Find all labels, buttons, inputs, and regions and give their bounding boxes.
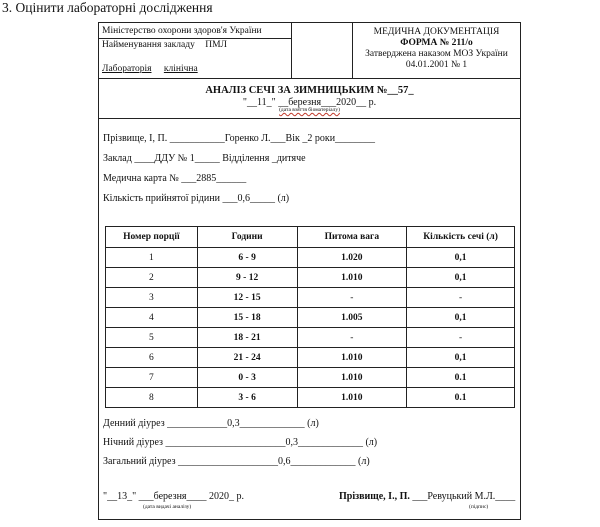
approved-date: 04.01.2001 № 1 <box>405 60 468 70</box>
table-row <box>106 368 515 388</box>
table-row <box>106 248 515 268</box>
facility-line: Заклад ____ДДУ № 1_____ Відділення _дитяче <box>103 153 306 164</box>
lab-label: Лабораторія <box>102 64 152 74</box>
hours-cell: 21 - 24 <box>197 348 297 368</box>
col-header-urine-volume: Кількість сечі (л) <box>407 227 515 248</box>
hours-cell: 18 - 21 <box>197 328 297 348</box>
gravity-cell: - <box>297 328 407 348</box>
issue-date: "__13_" ___березня____ 2020_ р. <box>103 491 245 502</box>
volume-cell: 0,1 <box>407 268 515 288</box>
signature-value: ___Ревуцький М.Л.____ <box>412 491 516 502</box>
gravity-cell: 1.010 <box>297 388 407 408</box>
table-header-row <box>106 227 515 248</box>
institution-block <box>99 23 292 79</box>
medical-form <box>98 22 521 520</box>
lab-row <box>99 64 292 77</box>
signature-label: Прізвище, І., П. <box>339 491 410 502</box>
volume-cell: 0.1 <box>407 368 515 388</box>
gravity-cell: 1.005 <box>297 308 407 328</box>
hours-cell: 0 - 3 <box>197 368 297 388</box>
form-info-block <box>352 23 520 79</box>
col-header-specific-gravity: Питома вага <box>297 227 407 248</box>
institution-label: Найменування закладу <box>102 40 195 50</box>
table-row <box>106 388 515 408</box>
portion-cell: 2 <box>106 268 198 288</box>
portion-cell: 7 <box>106 368 198 388</box>
sample-date: "__11_" __березня___2020__ р. <box>242 97 377 108</box>
volume-cell: 0,1 <box>407 308 515 328</box>
table-row <box>106 288 515 308</box>
portion-cell: 1 <box>106 248 198 268</box>
volume-cell: 0.1 <box>407 388 515 408</box>
portion-cell: 6 <box>106 348 198 368</box>
fluid-intake-line: Кількість прийнятої рідини ___0,6_____ (л) <box>103 193 290 204</box>
task-heading: 3. Оцінити лабораторні дослідження <box>2 0 213 15</box>
hours-cell: 9 - 12 <box>197 268 297 288</box>
volume-cell: 0,1 <box>407 348 515 368</box>
table-row <box>106 328 515 348</box>
gravity-cell: - <box>297 288 407 308</box>
hours-cell: 3 - 6 <box>197 388 297 408</box>
institution-value: ПМЛ <box>205 40 227 50</box>
patient-name-line: Прізвище, І, П. ___________Горенко Л.___Вік _2 роки________ <box>103 133 376 144</box>
portion-cell: 5 <box>106 328 198 348</box>
volume-cell: 0,1 <box>407 248 515 268</box>
sample-date-caption: (дата взяття біоматеріалу) <box>279 107 340 113</box>
zimnitsky-table <box>105 226 515 408</box>
gravity-cell: 1.010 <box>297 348 407 368</box>
approved-line: Затверджена наказом МОЗ України <box>365 49 508 59</box>
ministry-label: Міністерство охорони здоров'я України <box>99 26 292 39</box>
table-row <box>106 348 515 368</box>
gravity-cell: 1.010 <box>297 268 407 288</box>
signature-line <box>339 491 515 502</box>
portion-cell: 4 <box>106 308 198 328</box>
form-header <box>99 23 520 79</box>
volume-cell: - <box>407 328 515 348</box>
analysis-title: АНАЛІЗ СЕЧІ ЗА ЗИМНИЦЬКИМ №__57_ <box>205 85 414 96</box>
col-header-hours: Години <box>197 227 297 248</box>
hours-cell: 12 - 15 <box>197 288 297 308</box>
signature-caption: (підпис) <box>469 504 489 510</box>
analysis-title-block <box>99 79 520 119</box>
table-row <box>106 268 515 288</box>
lab-value: клінічна <box>163 64 198 74</box>
volume-cell: - <box>407 288 515 308</box>
institution-row <box>99 40 292 53</box>
issue-date-caption: (дата видачі аналізу) <box>143 504 192 510</box>
gravity-cell: 1.020 <box>297 248 407 268</box>
doc-title: МЕДИЧНА ДОКУМЕНТАЦІЯ <box>373 27 500 37</box>
portion-cell: 3 <box>106 288 198 308</box>
daytime-diuresis: Денний діурез ____________0,3_____________ (л) <box>103 418 319 429</box>
gravity-cell: 1.010 <box>297 368 407 388</box>
medical-card-line: Медична карта № ___2885______ <box>103 173 247 184</box>
hours-cell: 15 - 18 <box>197 308 297 328</box>
total-diuresis: Загальний діурез ____________________0,6_____________ (л) <box>103 456 370 467</box>
nighttime-diuresis: Нічний діурез ________________________0,3_____________ (л) <box>103 437 378 448</box>
table-row <box>106 308 515 328</box>
hours-cell: 6 - 9 <box>197 248 297 268</box>
portion-cell: 8 <box>106 388 198 408</box>
form-number: ФОРМА № 211/о <box>400 38 473 48</box>
col-header-portion: Номер порції <box>106 227 198 248</box>
